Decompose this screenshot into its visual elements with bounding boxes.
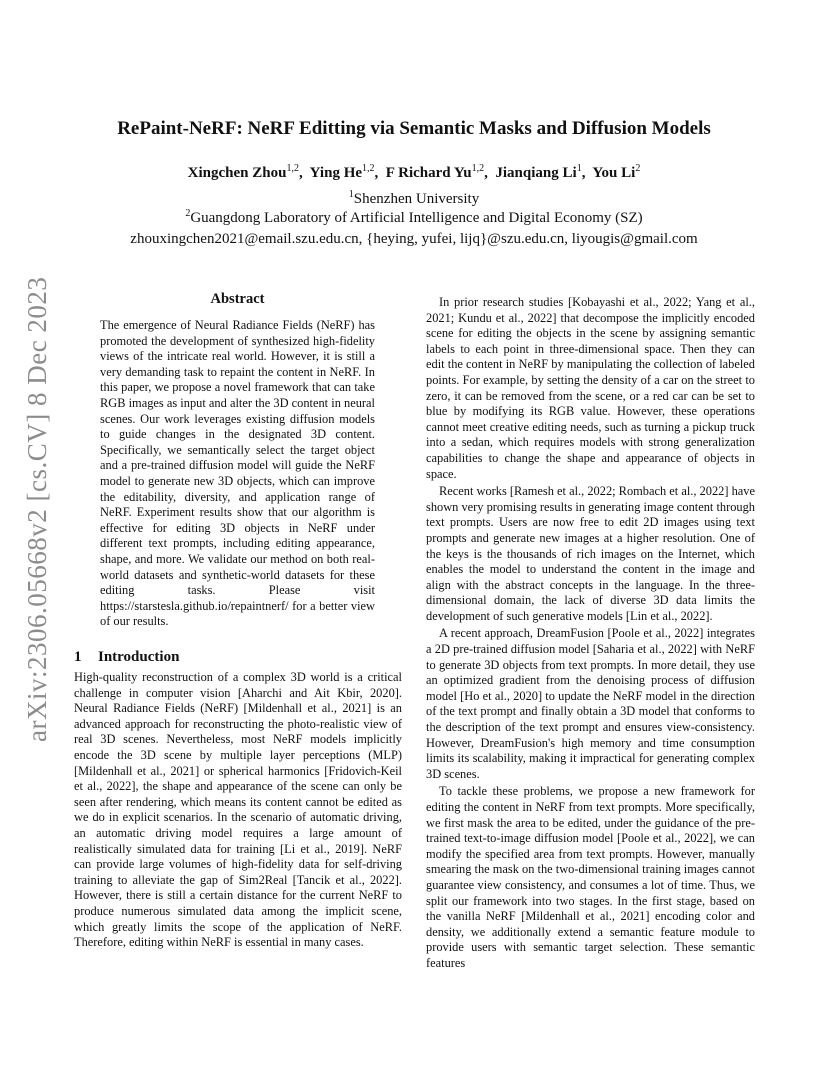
body-paragraph: A recent approach, DreamFusion [Poole et al., 2022] integrates a 2D pre-trained diffusion model [Saharia et al., 2022] with NeRF to generate 3D objects from text prompts. In more detail, they use an optimized gradient from the denoising process of diffusion model [Ho et al., 2020] to update the NeRF model in the direction of the text prompt and finally obtain a 3D model that conforms to the description of the text prompt and ensures view-consistency. However, DreamFusion's high memory and time consumption limits its scalability, making it impractical for generating complex 3D scenes. <box>426 626 755 781</box>
author-list: Xingchen Zhou$^{1,2}$, Ying He$^{1,2}$, F Richard Yu$^{1,2}$, Jianqiang Li$^1$, You Li$^2$ <box>187 163 641 181</box>
author-emails[interactable]: zhouxingchen2021@email.szu.edu.cn, {heying, yufei, lijq}@szu.edu.cn, liyougis@gmail.com <box>130 231 698 247</box>
affiliation-sup: 2 <box>185 208 191 219</box>
affiliation-2 <box>70 208 758 227</box>
abstract-heading: Abstract <box>210 291 265 307</box>
right-column <box>426 295 755 972</box>
affiliation-1 <box>70 189 758 208</box>
section-heading <box>74 649 179 666</box>
affiliation-sup: 1 <box>348 189 354 200</box>
section-number: 1 <box>74 649 82 665</box>
author-affil-sup: 1 <box>576 163 582 174</box>
affiliation-text: Shenzhen University <box>353 191 480 207</box>
author-affil-sup: 2 <box>635 163 641 174</box>
affiliation-text: Guangdong Laboratory of Artificial Intelligence and Digital Economy (SZ) <box>190 210 643 226</box>
section-title: Introduction <box>98 649 180 665</box>
abstract-text: The emergence of Neural Radiance Fields (NeRF) has promoted the development of synthesized high-fidelity views of the intricate real world. However, it is still a very demanding task to repaint the content in NeRF. In this paper, we propose a novel framework that can take RGB images as input and alter the 3D content in neural scenes. Our work leverages existing diffusion models to guide changes in the designated 3D content. Specifically, we semantically select the target object and a pre-trained diffusion model will guide the NeRF model to generate new 3D objects, which can improve the editability, diversity, and application range of NeRF. Experiment results show that our algorithm is effective for editing 3D objects in NeRF under different text prompts, including editing appearance, shape, and more. We validate our method on both real-world datasets and synthetic-world datasets for these editing tasks. Please visit https://starstesla.github.io/repaintnerf/ for a better view of our results. <box>100 318 375 629</box>
body-paragraph: Recent works [Ramesh et al., 2022; Rombach et al., 2022] have shown very promising results in generating image content through text prompts. Users are now free to edit 2D images using text prompts and generate new images at a higher resolution. One of the keys is the thousands of rich images on the Internet, which enables the model to understand the content in the image and align with the abstract concepts in the language. In the three-dimensional domain, the lack of diverse 3D data limits the development of such generative models [Lin et al., 2022]. <box>426 484 755 623</box>
abstract-body <box>100 318 375 630</box>
author-affil-sup: 1,2 <box>362 163 375 174</box>
intro-left-column <box>74 670 402 951</box>
intro-paragraph: High-quality reconstruction of a complex 3D world is a critical challenge in computer vision [Aharchi and Ait Kbir, 2020]. Neural Radiance Fields (NeRF) [Mildenhall et al., 2021] is an advanced approach for reconstructing the photo-realistic view of real 3D scenes. Nevertheless, most NeRF models implicitly encode the 3D scene by multiple layer perceptions (MLP) [Mildenhall et al., 2021] or spherical harmonics [Fridovich-Keil et al., 2022], the shape and appearance of the scene can only be seen after rendering, which means its content cannot be edited as we do in explicit scenarios. In the scenario of automatic driving, an automatic driving model requires a large amount of realistically simulated data for training [Li et al., 2019]. NeRF can provide large volumes of high-fidelity data for self-driving training to alleviate the gap of Sim2Real [Tancik et al., 2022]. However, there is still a certain distance for the current NeRF to produce numerous simulated data among the implicit scene, which greatly limits the scope of the application of NeRF. Therefore, editing within NeRF is essential in many cases. <box>74 670 402 950</box>
paper-title: RePaint-NeRF: NeRF Editting via Semantic Masks and Diffusion Models <box>117 118 711 139</box>
author-name: Ying He <box>309 165 363 181</box>
author-affil-sup: 1,2 <box>286 163 299 174</box>
author-name: Xingchen Zhou <box>187 165 287 181</box>
body-paragraph: In prior research studies [Kobayashi et al., 2022; Yang et al., 2021; Kundu et al., 2022] that decompose the implicitly encoded scene for editing the objects in the scene by assigning semantic labels to each point in three-dimensional space. Then they can edit the content in NeRF by manipulating the collection of labeled points. For example, by setting the density of a car on the street to zero, it can be removed from the scene, or a red car can be set to blue by modifying its RGB value. However, these operations cannot meet creative editing needs, such as turning a pickup truck into a sedan, which requires models with strong generalization capabilities to change the shape and appearance of objects in space. <box>426 295 755 481</box>
body-paragraph: To tackle these problems, we propose a new framework for editing the content in NeRF from text prompts. More specifically, we first mask the area to be edited, under the guidance of the pre-trained text-to-image diffusion model [Poole et al., 2022], we can modify the specified area from text prompts. However, manually smearing the mask on the two-dimensional training images cannot guarantee view consistency, and consumes a lot of time. Thus, we split our framework into two stages. In the first stage, based on the vanilla NeRF [Mildenhall et al., 2021] encoding color and density, we additionally extend a semantic feature module to provide users with semantic target selection. These semantic features <box>426 784 755 970</box>
author-name: Jianqiang Li <box>495 165 577 181</box>
author-name: F Richard Yu <box>385 165 472 181</box>
author-name: You Li <box>592 165 636 181</box>
arxiv-stamp[interactable]: arXiv:2306.05668v2 [cs.CV] 8 Dec 2023 <box>22 276 52 742</box>
author-affil-sup: 1,2 <box>471 163 485 174</box>
